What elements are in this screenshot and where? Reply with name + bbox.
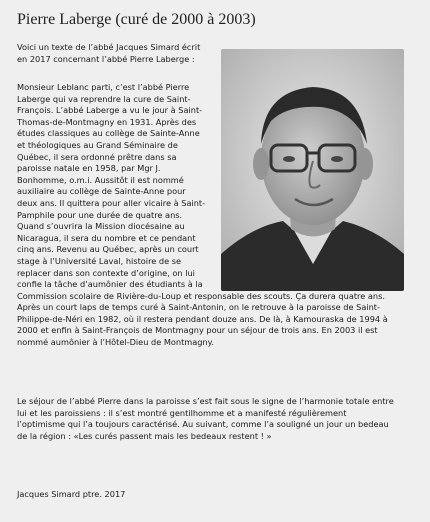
closing-line: de la région : «Les curés passent mais les bedeaux restent ! » (17, 430, 272, 441)
page-title: Pierre Laberge (curé de 2000 à 2003) (17, 11, 256, 28)
bio-line: Monsieur Leblanc parti, c’est l’abbé Pierre (17, 82, 190, 92)
biography-paragraph (17, 82, 388, 349)
signature: Jacques Simard ptre. 2017 (17, 489, 126, 499)
bio-line: deux ans. Il quittera pour aller vicaire à Saint- (17, 197, 206, 208)
closing-paragraph (17, 396, 394, 442)
bio-line: auxiliaire au collège de Sainte-Anne pour (17, 186, 186, 197)
bio-line: Laberge qui va reprendre la cure de Saint- (17, 93, 191, 104)
bio-line: et théologiques au Grand Séminaire de (17, 139, 178, 150)
bio-line: replacer dans son contexte d’origine, on lui (17, 267, 195, 278)
bio-line: nommé aumônier à l’Hôtel-Dieu de Montmagny. (17, 337, 214, 348)
bio-line: Philippe-de-Néri en 1982, où il restera pendant douze ans. De là, à Kamouraska de 1994 à (17, 313, 388, 324)
bio-line: Après un court laps de temps curé à Saint-Antonin, on le retrouve à la paroisse de Saint- (17, 302, 380, 313)
bio-line: Québec, il sera ordonné prêtre dans sa (17, 151, 177, 162)
bio-line: Bonhomme, o.m.i. Aussitôt il est nommé (17, 174, 184, 185)
bio-line: Nicaragua, il sera du nombre et ce pendant (17, 232, 196, 243)
bio-line: cinq ans. Revenu au Québec, après un court (17, 244, 199, 255)
bio-line: Pamphile pour une durée de quatre ans. (17, 209, 183, 220)
closing-line: lui et les paroissiens : il s’est montré gentilhomme et a manifesté régulièrement (17, 407, 347, 418)
bio-line: confie la tâche d’aumônier des étudiants à la (17, 279, 203, 290)
closing-line: l’optimisme qui l’a toujours caractérisé. Au suivant, comme l’a souligné un jour un bedeau (17, 419, 389, 430)
bio-line: stage à l’Université Laval, histoire de se (17, 255, 182, 266)
intro-line: en 2017 concernant l’abbé Pierre Laberge : (17, 53, 195, 64)
closing-line: Le séjour de l’abbé Pierre dans la paroisse s’est fait sous le signe de l’harmonie totale entre (17, 396, 394, 406)
bio-line: Thomas-de-Montmagny en 1931. Après des (17, 116, 197, 127)
bio-line: 2000 et enfin à Saint-François de Montmagny pour un séjour de trois ans. En 2003 il est (17, 325, 378, 336)
bio-line: Commission scolaire de Rivière-du-Loup et responsable des scouts. Ça durera quatre ans. (17, 290, 385, 301)
intro-line: Voici un texte de l’abbé Jacques Simard écrit (17, 42, 201, 52)
bio-line: études classiques au collège de Sainte-Anne (17, 128, 200, 139)
bio-line: paroisse natale en 1958, par Mgr J. (17, 163, 161, 174)
bio-line: Quand s’ouvrira la Mission diocésaine au (17, 221, 185, 232)
intro-paragraph (17, 42, 200, 65)
bio-line: François. L’abbé Laberge a vu le jour à Saint- (17, 105, 203, 116)
